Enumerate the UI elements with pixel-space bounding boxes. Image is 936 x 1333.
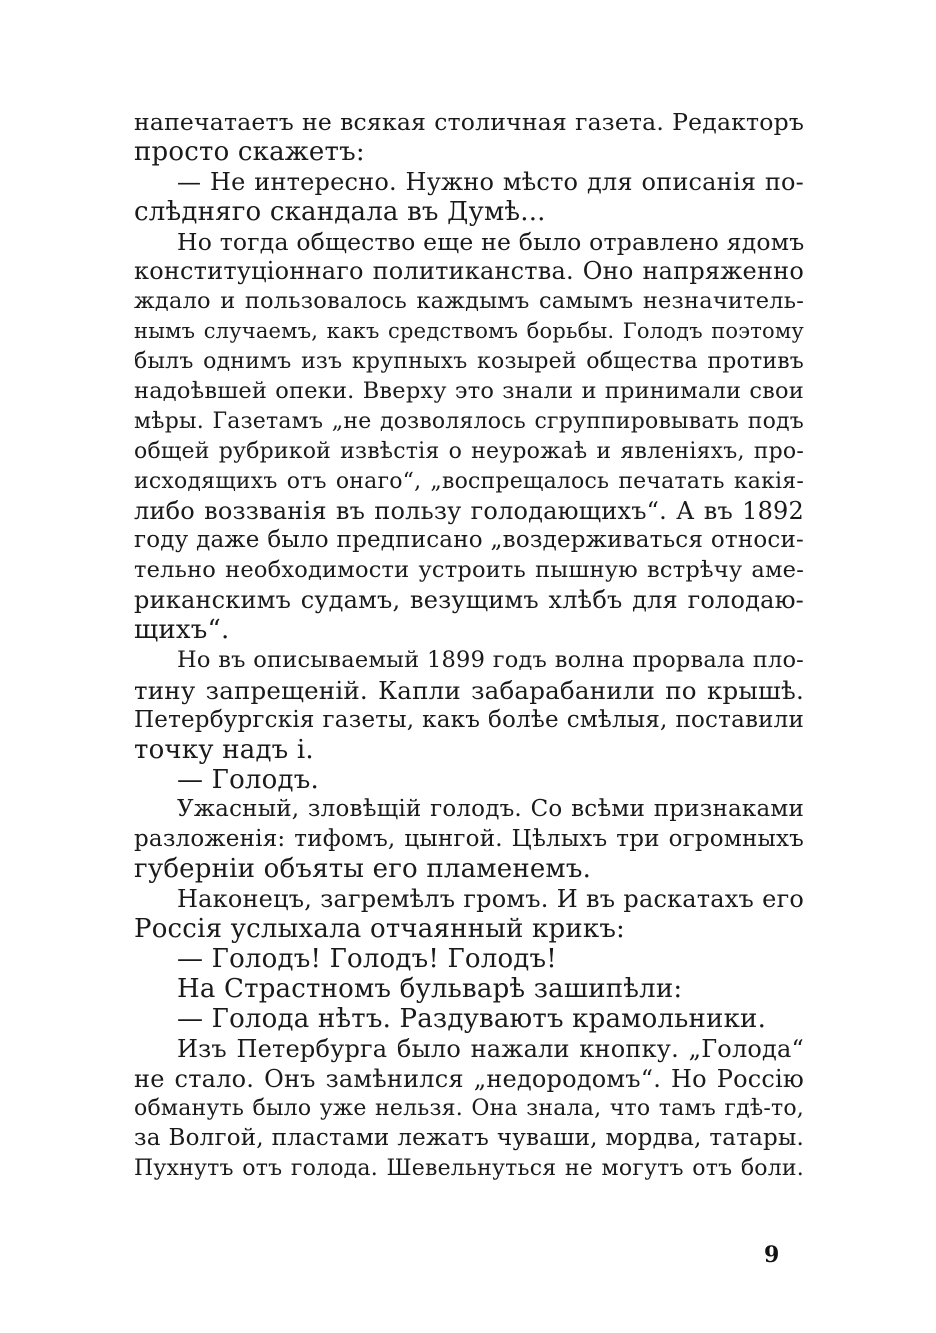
text-line: исходящихъ отъ онаго“, „воспрещалось печатать какія- [134, 468, 804, 494]
text-line: не стало. Онъ замѣнился „недородомъ“. Но Россію [134, 1064, 804, 1093]
text-line: точку надъ і. [134, 735, 314, 765]
body-text [134, 108, 804, 1184]
text-line: слѣдняго скандала въ Думѣ... [134, 197, 546, 227]
text-line: Но тогда общество еще не было отравлено ядомъ [177, 227, 804, 256]
text-line: году даже было предписано „воздерживаться относи- [134, 527, 804, 554]
text-line: Петербургскія газеты, какъ болѣе смѣлыя, поставили [134, 706, 804, 733]
text-line: тельно необходимости устроить пышную встрѣчу аме- [134, 557, 804, 584]
text-line: Но въ описываемый 1899 годъ волна прорвала пло- [177, 647, 804, 674]
text-line: за Волгой, пластами лежатъ чуваши, мордва, татары. [134, 1125, 804, 1152]
text-line: губерніи объяты его пламенемъ. [134, 855, 592, 885]
text-line: общей рубрикой извѣстія о неурожаѣ и явленіяхъ, про- [134, 438, 804, 464]
text-line: былъ однимъ изъ крупныхъ козырей общества противъ [134, 349, 804, 375]
text-line: либо воззванія въ пользу голодающихъ“. А въ 1892 [134, 496, 804, 525]
text-line: Ужасный, зловѣщій голодъ. Со всѣми признаками [177, 796, 804, 823]
text-line: На Страстномъ бульварѣ зашипѣли: [177, 974, 683, 1004]
text-line: нымъ случаемъ, какъ средствомъ борьбы. Голодъ поэтому [134, 319, 804, 344]
text-line: — Голода нѣтъ. Раздуваютъ крамольники. [177, 1004, 767, 1034]
text-line: — Голодъ! Голодъ! Голодъ! [177, 944, 557, 974]
text-line: щихъ“. [134, 616, 230, 646]
text-line: — Не интересно. Нужно мѣсто для описанія по- [177, 167, 804, 196]
page-number: 9 [764, 1242, 780, 1268]
text-line: надоѣвшей опеки. Вверху это знали и принимали свои [134, 378, 804, 405]
text-line: Россія услыхала отчаянный крикъ: [134, 915, 626, 945]
text-line: мѣры. Газетамъ „не дозволялось сгруппировывать подъ [134, 408, 804, 434]
text-line: Пухнутъ отъ голода. Шевельнуться не могутъ отъ боли. [134, 1156, 804, 1182]
text-line: ждало и пользовалось каждымъ самымъ незначитель- [134, 288, 804, 315]
text-line: Изъ Петербурга было нажали кнопку. „Голода“ [177, 1034, 804, 1063]
text-line: тину запрещеній. Капли забарабанили по крышѣ. [134, 675, 804, 705]
text-line: разложенія: тифомъ, цынгой. Цѣлыхъ три огромныхъ [134, 826, 804, 853]
text-line: просто скажетъ: [134, 137, 365, 167]
text-line: напечатаетъ не всякая столичная газета. Редакторъ [134, 108, 804, 136]
text-line: — Голодъ. [177, 765, 319, 795]
text-line: обмануть было уже нельзя. Она знала, что тамъ гдѣ-то, [134, 1096, 804, 1122]
text-line: Наконецъ, загремѣлъ громъ. И въ раскатахъ его [177, 885, 804, 914]
text-line: риканскимъ судамъ, везущимъ хлѣбъ для голодаю- [134, 586, 804, 615]
text-line: конституціоннаго политиканства. Оно напряженно [134, 257, 804, 286]
